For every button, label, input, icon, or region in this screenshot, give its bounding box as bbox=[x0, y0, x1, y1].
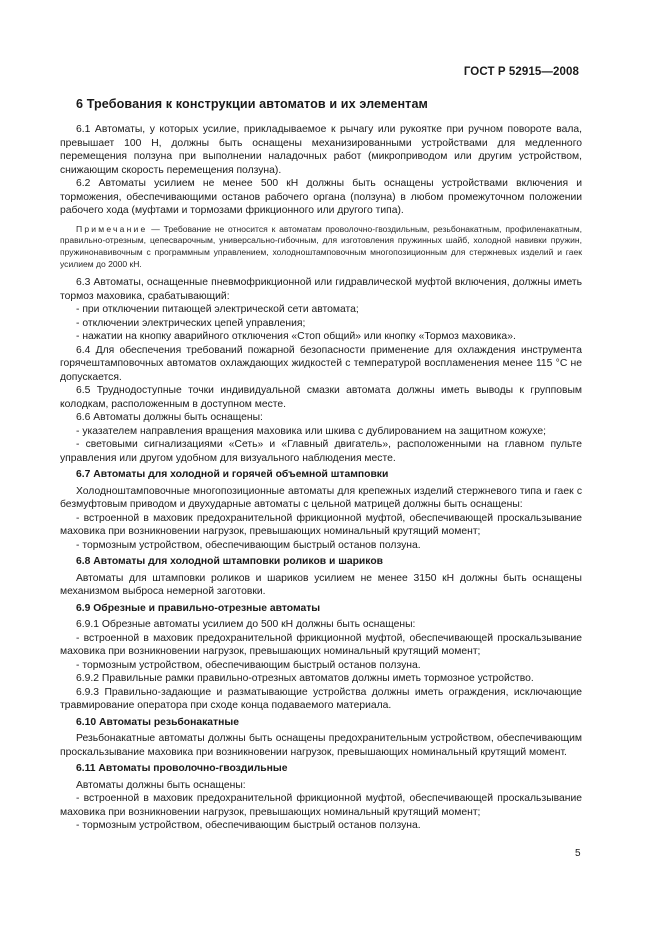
paragraph-6-7: Холодноштамповочные многопозиционные автоматы для крепежных изделий стержневого типа и гаек с безмуфтовым приводом и двухударные автоматы с цельной матрицей должны быть оснащены: bbox=[60, 485, 582, 511]
paragraph-6-11: Автоматы должны быть оснащены: bbox=[76, 779, 246, 791]
paragraph-6-9-3: 6.9.3 Правильно-задающие и разматывающие устройства должны иметь ограждения, исключающие травмирование оператора при сходе конца подаваемого материала. bbox=[60, 686, 582, 712]
subsection-title-6-9: 6.9 Обрезные и правильно-отрезные автоматы bbox=[76, 602, 321, 614]
paragraph-6-4: 6.4 Для обеспечения требований пожарной безопасности применение для охлаждения инструмента горячештамповочных автоматов охлаждающих жидкостей с температурой воспламенения менее 115 °С не допускается. bbox=[60, 344, 582, 383]
paragraph-6-9-1: 6.9.1 Обрезные автоматы усилием до 500 кН должны быть оснащены: bbox=[76, 619, 416, 631]
list-item: - тормозным устройством, обеспечивающим быстрый останов ползуна. bbox=[76, 659, 421, 671]
paragraph-6-6: 6.6 Автоматы должны быть оснащены: bbox=[76, 412, 263, 424]
list-item: - встроенной в маховик предохранительной фрикционной муфтой, обеспечивающей проскальзывание маховика при возникновении нагрузок, превышающих номинальный крутящий момент; bbox=[60, 632, 582, 658]
list-item: - встроенной в маховик предохранительной фрикционной муфтой, обеспечивающей проскальзывание маховика при возникновении нагрузок, превышающих номинальный крутящий момент; bbox=[60, 793, 582, 818]
list-item: - при отключении питающей электрической сети автомата; bbox=[76, 304, 359, 316]
paragraph-6-10: Резьбонакатные автоматы должны быть оснащены предохранительным устройством, обеспечивающим проскальзывание маховика при возникновении нагрузок, превышающих номинальный крутящий момент. bbox=[60, 733, 582, 758]
paragraph-6-8: Автоматы для штамповки роликов и шариков усилием не менее 3150 кН должны быть оснащены механизмом выброса немерной заготовки. bbox=[60, 572, 582, 598]
standard-header: ГОСТ Р 52915—2008 bbox=[463, 66, 579, 78]
note bbox=[60, 224, 582, 271]
document-body bbox=[60, 96, 582, 833]
subsection-title-6-11: 6.11 Автоматы проволочно-гвоздильные bbox=[76, 763, 288, 775]
subsection-title-6-10: 6.10 Автоматы резьбонакатные bbox=[76, 716, 239, 728]
list-item: - тормозным устройством, обеспечивающим быстрый останов ползуна. bbox=[76, 539, 421, 551]
subsection-title-6-8: 6.8 Автоматы для холодной штамповки роликов и шариков bbox=[76, 556, 384, 568]
list-item: - встроенной в маховик предохранительной фрикционной муфтой, обеспечивающей проскальзывание маховика при возникновении нагрузок, превышающих номинальный крутящий момент; bbox=[60, 512, 582, 538]
note-label: Примечание bbox=[76, 223, 148, 234]
paragraph-6-1: 6.1 Автоматы, у которых усилие, прикладываемое к рычагу или рукоятке при ручном повороте вала, превышает 100 Н, должны быть оснащены механизированными устройствами для медленного перемещения ползуна при выполнении наладочных работ (микроприводом или другим устройством, снижающим скорость перемещения ползуна). bbox=[60, 124, 582, 176]
paragraph-6-5: 6.5 Труднодоступные точки индивидуальной смазки автомата должны иметь выводы к групповым колодкам, расположенным в доступном месте. bbox=[60, 385, 582, 410]
section-title: 6 Требования к конструкции автоматов и их элементам bbox=[76, 97, 428, 111]
paragraph-6-9-2: 6.9.2 Правильные рамки правильно-отрезных автоматов должны иметь тормозное устройство. bbox=[76, 673, 534, 685]
list-item: - указателем направления вращения маховика или шкива с дублированием на защитном кожухе; bbox=[76, 425, 547, 437]
list-item: - нажатии на кнопку аварийного отключения «Стоп общий» или кнопку «Тормоз маховика». bbox=[76, 331, 516, 343]
paragraph-6-2: 6.2 Автоматы усилием не менее 500 кН должны быть оснащены устройствами включения и торможения, обеспечивающими останов рабочего органа (ползуна) в любом промежуточном положении рабочего хода (муфтами и тормозами фрикционного или другого типа). bbox=[60, 178, 582, 216]
list-item: - световыми сигнализациями «Сеть» и «Главный двигатель», расположенными на главном пульте управления или другом удобном для визуального наблюдения месте. bbox=[60, 439, 582, 464]
subsection-title-6-7: 6.7 Автоматы для холодной и горячей объемной штамповки bbox=[76, 469, 389, 481]
list-item: - отключении электрических цепей управления; bbox=[76, 317, 306, 329]
page-number: 5 bbox=[575, 848, 581, 859]
paragraph-6-3: 6.3 Автоматы, оснащенные пневмофрикционной или гидравлической муфтой включения, должны иметь тормоз маховика, срабатывающий: bbox=[60, 277, 582, 302]
note-text: — Требование не относится к автоматам проволочно-гвоздильным, резьбонакатным, профиленакатным, правильно-отрезным, цепесварочным, универсально-гибочным, для изготовления пружинных шайб, холодной навивки пружин, пружинонавивочным с программным управлением, холодноштамповочным многопозиционным для стержневых изделий и гаек усилием до 2000 кН. bbox=[60, 223, 582, 269]
list-item: - тормозным устройством, обеспечивающим быстрый останов ползуна. bbox=[76, 820, 421, 832]
